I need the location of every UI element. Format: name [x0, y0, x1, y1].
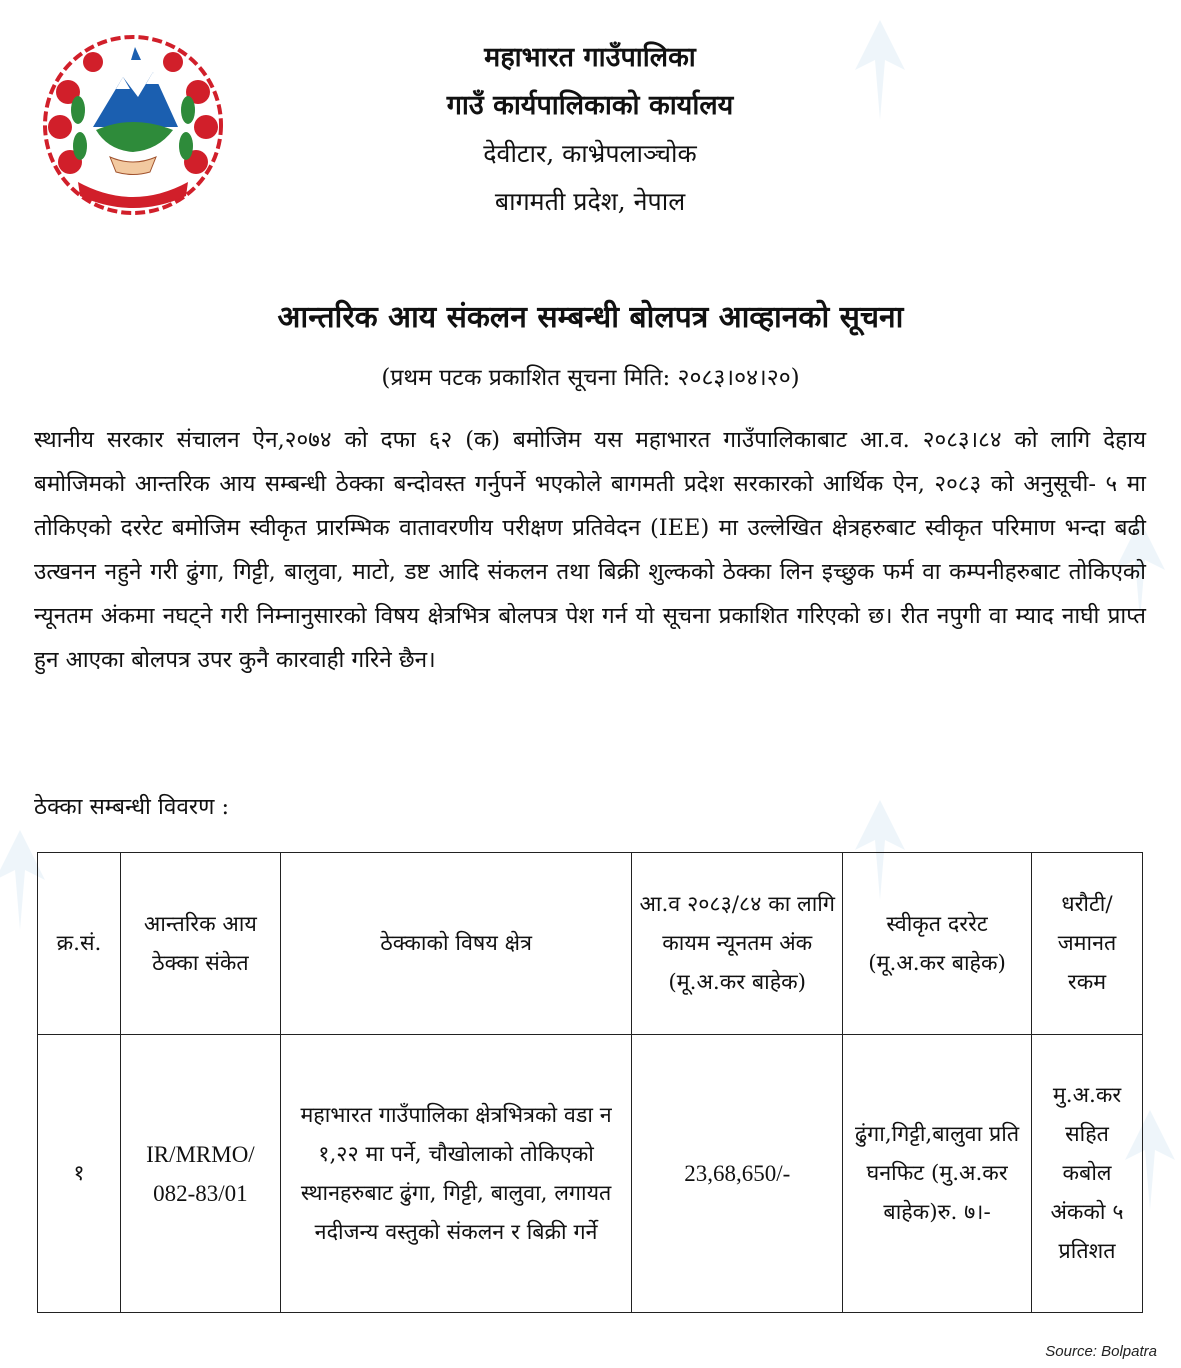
municipality-name: महाभारत गाउँपालिका	[484, 42, 696, 73]
office-address: देवीटार, काभ्रेपलाञ्चोक	[483, 139, 697, 168]
contract-table	[37, 852, 1143, 1313]
source-credit: Source: Bolpatra	[1045, 1343, 1157, 1360]
col-rate-header: स्वीकृत दररेट (मू.अ.कर बाहेक)	[843, 853, 1032, 1035]
subject-cell: महाभारत गाउँपालिका क्षेत्रभित्रको वडा न १,२२ मा पर्ने, चौखोलाको तोकिएको स्थानहरुबाट ढुंगा, गिट्टी, बालुवा, लगायत नदीजन्य वस्तुको संकलन र बिक्री गर्ने	[280, 1035, 631, 1313]
table-header-row	[38, 853, 1143, 1035]
nepal-emblem-icon	[38, 32, 228, 218]
col-serial-header: क्र.सं.	[38, 853, 121, 1035]
serial-cell: १	[38, 1035, 121, 1313]
table-row	[38, 1035, 1143, 1313]
office-header	[300, 34, 880, 226]
notice-publish-date: (प्रथम पटक प्रकाशित सूचना मिति: २०८३।०४।२०)	[381, 365, 800, 391]
col-code-header: आन्तरिक आय ठेक्का संकेत	[120, 853, 280, 1035]
contract-details-label: ठेक्का सम्बन्धी विवरण :	[34, 794, 230, 820]
notice-body: स्थानीय सरकार संचालन ऐन,२०७४ को दफा ६२ (क) बमोजिम यस महाभारत गाउँपालिकाबाट आ.व. २०८३।८४ को लागि देहाय बमोजिमको आन्तरिक आय सम्बन्धी ठेक्का बन्दोवस्त गर्नुपर्ने भएकोले बागमती प्रदेश सरकारको आर्थिक ऐन, २०८३ को अनुसूची- ५ मा तोकिएको दररेट बमोजिम स्वीकृत प्रारम्भिक वातावरणीय परीक्षण प्रतिवेदन (IEE) मा उल्लेखित क्षेत्रहरुबाट स्वीकृत परिमाण भन्दा बढी उत्खनन नहुने गरी ढुंगा, गिट्टी, बालुवा, माटो, डष्ट आदि संकलन तथा बिक्री शुल्कको ठेक्का लिन इच्छुक फर्म वा कम्पनीहरुबाट तोकिएको न्यूनतम अंकमा नघट्ने गरी निम्नानुसारको विषय क्षेत्रभित्र बोलपत्र पेश गर्न यो सूचना प्रकाशित गरिएको छ। रीत नपुगी वा म्याद नाघी प्राप्त हुन आएका बोलपत्र उपर कुनै कारवाही गरिने छैन।	[34, 427, 1146, 673]
col-deposit-header: धरौटी/ जमानत रकम	[1032, 853, 1143, 1035]
province-country: बागमती प्रदेश, नेपाल	[494, 187, 686, 216]
notice-title: आन्तरिक आय संकलन सम्बन्धी बोलपत्र आव्हानको सूचना	[277, 300, 904, 335]
col-min-amount-header: आ.व २०८३/८४ का लागि कायम न्यूनतम अंक (मू.अ.कर बाहेक)	[632, 853, 843, 1035]
office-name: गाउँ कार्यपालिकाको कार्यालय	[446, 90, 734, 121]
col-subject-header: ठेक्काको विषय क्षेत्र	[280, 853, 631, 1035]
deposit-cell: मु.अ.कर सहित कबोल अंकको ५ प्रतिशत	[1032, 1035, 1143, 1313]
rate-cell: ढुंगा,गिट्टी,बालुवा प्रति घनफिट (मु.अ.कर बाहेक)रु. ७।-	[843, 1035, 1032, 1313]
code-cell: IR/MRMO/ 082-83/01	[120, 1035, 280, 1313]
min-amount-cell: 23,68,650/-	[632, 1035, 843, 1313]
